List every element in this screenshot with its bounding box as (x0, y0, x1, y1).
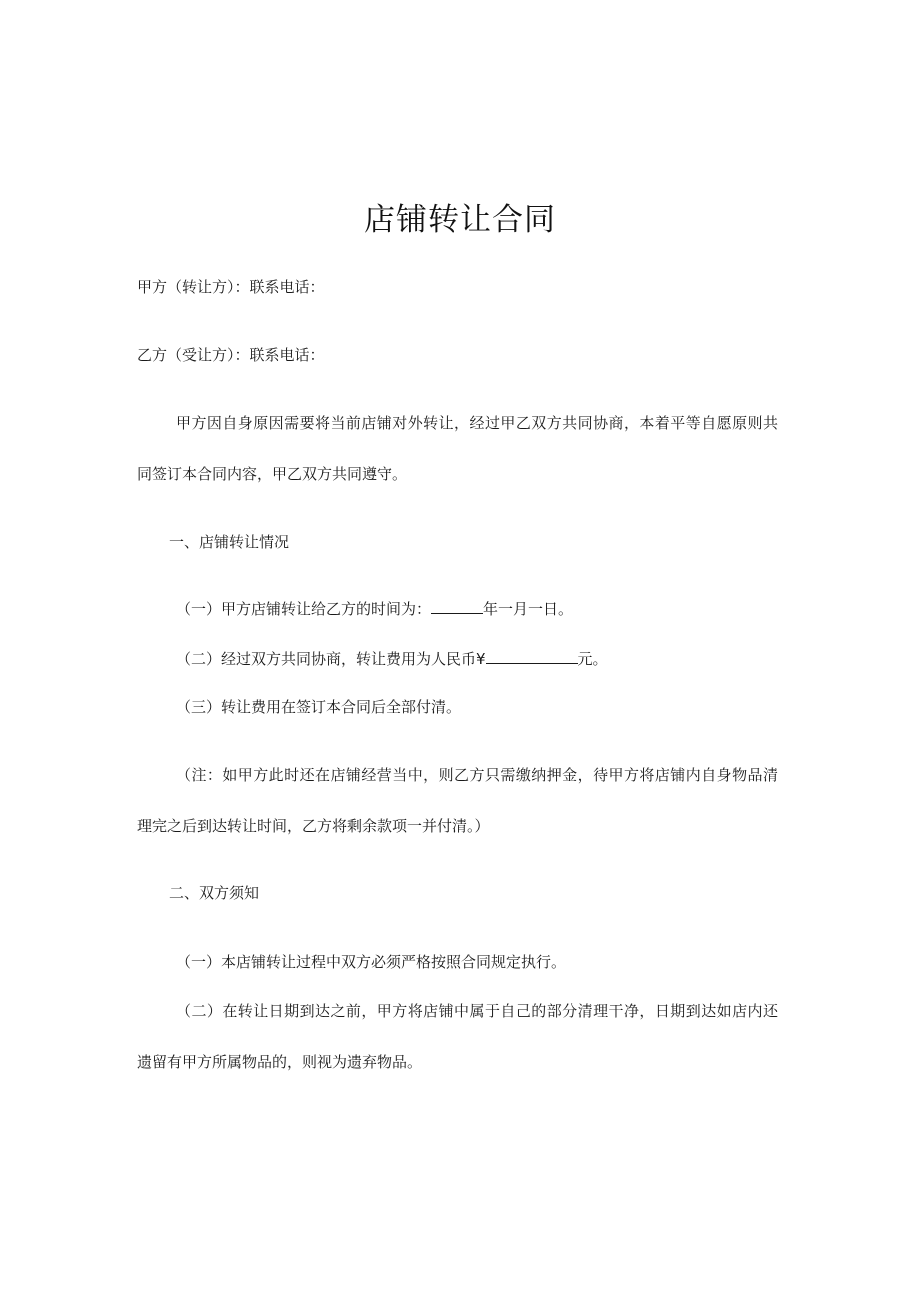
section-1-heading: 一、店铺转让情况 (169, 533, 290, 551)
amount-blank-field[interactable] (486, 649, 578, 664)
section-2-item-2-line-2: 遗留有甲方所属物品的，则视为遗弃物品。 (137, 1053, 423, 1071)
section-2-item-1: （一）本店铺转让过程中双方必须严格按照合同规定执行。 (176, 953, 567, 971)
section-1-item-2 (176, 648, 608, 670)
section-1-note-line-2: 理完之后到达转让时间，乙方将剩余款项一并付清。） (137, 817, 490, 835)
section-1-item-1 (176, 598, 573, 620)
section-1-item-2-prefix: （二）经过双方共同协商，转让费用为人民币¥ (176, 650, 486, 668)
section-1-note-line-1: （注：如甲方此时还在店铺经营当中，则乙方只需缴纳押金，待甲方将店铺内自身物品清 (176, 766, 778, 784)
intro-paragraph-line-2: 同签订本合同内容，甲乙双方共同遵守。 (137, 465, 408, 483)
party-b-line: 乙方（受让方）：联系电话： (137, 346, 325, 364)
page-title: 店铺转让合同 (364, 202, 556, 238)
section-2-heading: 二、双方须知 (169, 884, 260, 902)
section-1-item-1-suffix: 年一月一日。 (483, 600, 574, 618)
section-2-item-2-line-1: （二）在转让日期到达之前，甲方将店铺中属于自己的部分清理干净，日期到达如店内还 (176, 1002, 778, 1020)
date-blank-field[interactable] (431, 599, 483, 614)
section-1-item-3: （三）转让费用在签订本合同后全部付清。 (176, 698, 462, 716)
section-1-item-2-suffix: 元。 (577, 650, 608, 668)
section-1-item-1-prefix: （一）甲方店铺转让给乙方的时间为： (176, 600, 432, 618)
intro-paragraph-line-1: 甲方因自身原因需要将当前店铺对外转让，经过甲乙双方共同协商，本着平等自愿原则共 (176, 414, 778, 432)
party-a-line: 甲方（转让方）：联系电话： (137, 278, 325, 296)
